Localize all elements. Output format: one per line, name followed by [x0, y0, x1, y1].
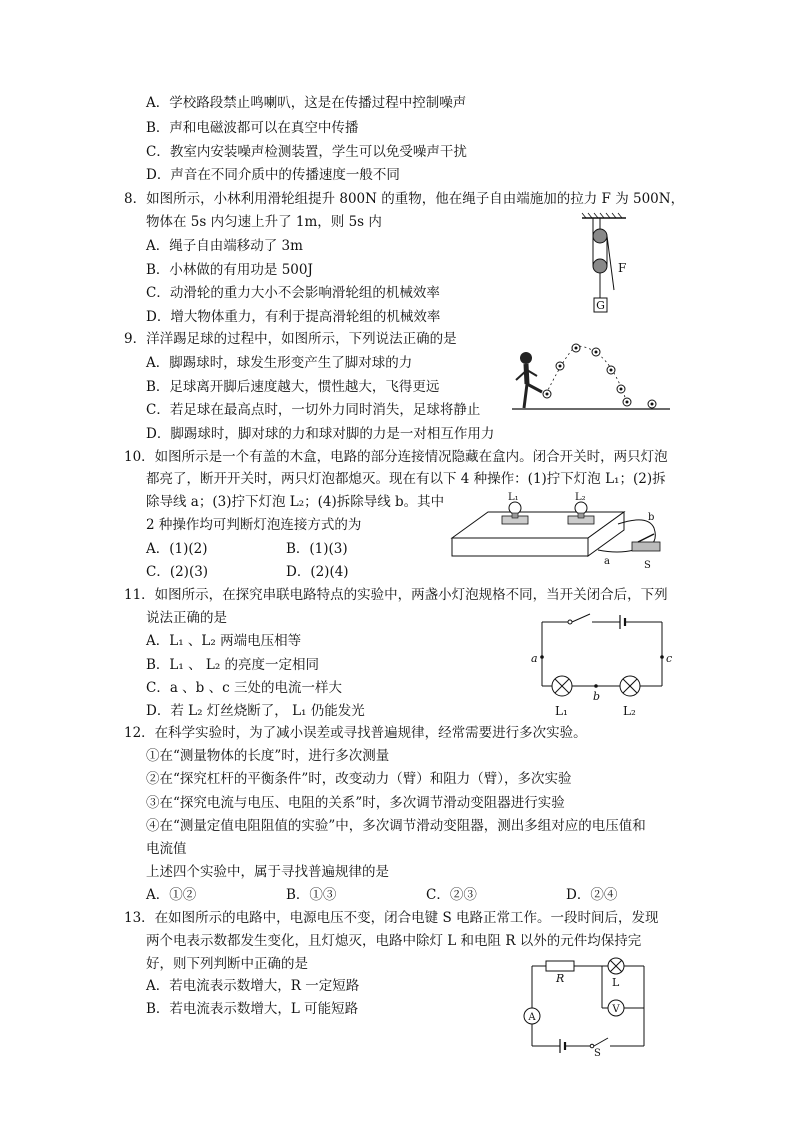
wooden-box-figure — [448, 488, 678, 573]
q9-option-c: C．若足球在最高点时，一切外力同时消失，足球将静止 — [146, 402, 481, 418]
q11-stem-line2: 说法正确的是 — [146, 610, 227, 626]
box-lamp-l1-label: L₁ — [508, 492, 519, 503]
circuit-point-a-label: a — [531, 652, 538, 665]
circuit-lamp-l2-label: L₂ — [623, 704, 636, 718]
q8-option-c: C．动滑轮的重力大小不会影响滑轮组的机械效率 — [146, 285, 440, 301]
box-wire-a-label: a — [604, 556, 610, 567]
q11-option-d: D．若 L₂ 灯丝烧断了， L₁ 仍能发光 — [146, 703, 365, 719]
q7-option-d: D．声音在不同介质中的传播速度一般不同 — [146, 167, 400, 183]
circuit13-resistor-label: R — [556, 972, 565, 985]
q13-stem-line1: 13．在如图所示的电路中，电源电压不变，闭合电键 S 电路正常工作。一段时间后，发现 — [124, 910, 659, 926]
q8-stem-line1: 8．如图所示，小林利用滑轮组提升 800N 的重物，他在绳子自由端施加的拉力 F 为 500N， — [124, 191, 685, 207]
q9-stem: 9．洋洋踢足球的过程中，如图所示，下列说法正确的是 — [124, 331, 457, 347]
circuit-lamp-l1-label: L₁ — [555, 704, 568, 718]
circuit13-lamp-label: L — [612, 976, 620, 989]
circuit13-voltmeter-label: V — [612, 1004, 620, 1015]
q13-option-b: B．若电流表示数增大，L 可能短路 — [146, 1001, 359, 1017]
q10-stem-line2: 都亮了，断开开关时，两只灯泡都熄灭。现在有以下 4 种操作：(1)拧下灯泡 L₁；(2)拆 — [146, 471, 666, 487]
q13-stem-line3: 好，则下列判断中正确的是 — [146, 956, 308, 972]
q8-option-b: B．小林做的有用功是 500J — [146, 262, 313, 278]
circuit-point-b-label: b — [593, 690, 601, 703]
pulley-figure — [580, 212, 640, 317]
q9-option-d: D．脚踢球时，脚对球的力和球对脚的力是一对相互作用力 — [146, 426, 495, 442]
q12-item-3: ③在“探究电流与电压、电阻的关系”时，多次调节滑动变阻器进行实验 — [146, 795, 565, 811]
q9-option-b: B．足球离开脚后速度越大，惯性越大，飞得更远 — [146, 379, 440, 395]
box-lamp-l2-label: L₂ — [575, 492, 586, 503]
circuit13-switch-label: S — [594, 1048, 601, 1056]
q12-question: 上述四个实验中，属于寻找普遍规律的是 — [146, 864, 389, 880]
q12-option-a: A．①② — [146, 887, 197, 903]
q10-option-b: B．(1)(3) — [286, 541, 348, 557]
q7-option-c: C．教室内安装噪声检测装置，学生可以免受噪声干扰 — [146, 144, 467, 160]
q13-option-a: A．若电流表示数增大，R 一定短路 — [146, 978, 360, 994]
q7-option-b: B．声和电磁波都可以在真空中传播 — [146, 120, 359, 136]
q10-stem-line1: 10．如图所示是一个有盖的木盒，电路的部分连接情况隐藏在盒内。闭合开关时，两只灯泡 — [124, 449, 668, 465]
pulley-force-label: F — [618, 261, 627, 275]
q9-option-a: A．脚踢球时，球发生形变产生了脚对球的力 — [146, 355, 413, 371]
q12-stem: 12．在科学实验时，为了减小误差或寻找普遍规律，经常需要进行多次实验。 — [124, 725, 587, 741]
q8-option-d: D．增大物体重力，有利于提高滑轮组的机械效率 — [146, 309, 441, 325]
q11-option-b: B．L₁ 、 L₂ 的亮度一定相同 — [146, 657, 320, 673]
series-circuit-figure — [528, 612, 673, 722]
q12-option-d: D．②④ — [566, 887, 618, 903]
q12-item-4-line1: ④在“测量定值电阻阻值的实验”中，多次调节滑动变阻器，测出多组对应的电压值和 — [146, 818, 646, 834]
q8-option-a: A．绳子自由端移动了 3m — [146, 238, 303, 254]
circuit13-ammeter-label: A — [528, 1012, 536, 1023]
box-switch-s-label: S — [644, 560, 651, 571]
q7-option-a: A．学校路段禁止鸣喇叭，这是在传播过程中控制噪声 — [146, 95, 467, 111]
pulley-weight-label: G — [596, 299, 605, 312]
ammeter-voltmeter-circuit-figure — [516, 952, 658, 1056]
q10-option-d: D．(2)(4) — [286, 564, 349, 580]
q10-stem-line4: 2 种操作均可判断灯泡连接方式的为 — [146, 517, 362, 533]
box-wire-b-label: b — [648, 512, 655, 523]
q10-option-a: A．(1)(2) — [146, 541, 208, 557]
q11-option-c: C．a 、b 、c 三处的电流一样大 — [146, 680, 342, 696]
q12-item-1: ①在“测量物体的长度”时，进行多次测量 — [146, 748, 390, 764]
football-figure — [512, 336, 672, 414]
q12-item-2: ②在“探究杠杆的平衡条件”时，改变动力（臂）和阻力（臂），多次实验 — [146, 771, 572, 787]
q10-stem-line3: 除导线 a；(3)拧下灯泡 L₂；(4)拆除导线 b。其中 — [146, 494, 445, 510]
q11-stem-line1: 11．如图所示，在探究串联电路特点的实验中，两盏小灯泡规格不同，当开关闭合后，下列 — [124, 587, 668, 603]
q12-option-c: C．②③ — [426, 887, 477, 903]
q11-option-a: A．L₁ 、L₂ 两端电压相等 — [146, 633, 302, 649]
circuit-point-c-label: c — [666, 652, 673, 665]
q13-stem-line2: 两个电表示数都发生变化，且灯熄灭，电路中除灯 L 和电阻 R 以外的元件均保持完 — [146, 933, 642, 949]
q10-option-c: C．(2)(3) — [146, 564, 209, 580]
q8-stem-line2: 物体在 5s 内匀速上升了 1m，则 5s 内 — [146, 214, 382, 230]
q12-option-b: B．①③ — [286, 887, 337, 903]
q12-item-4-line2: 电流值 — [146, 841, 187, 857]
